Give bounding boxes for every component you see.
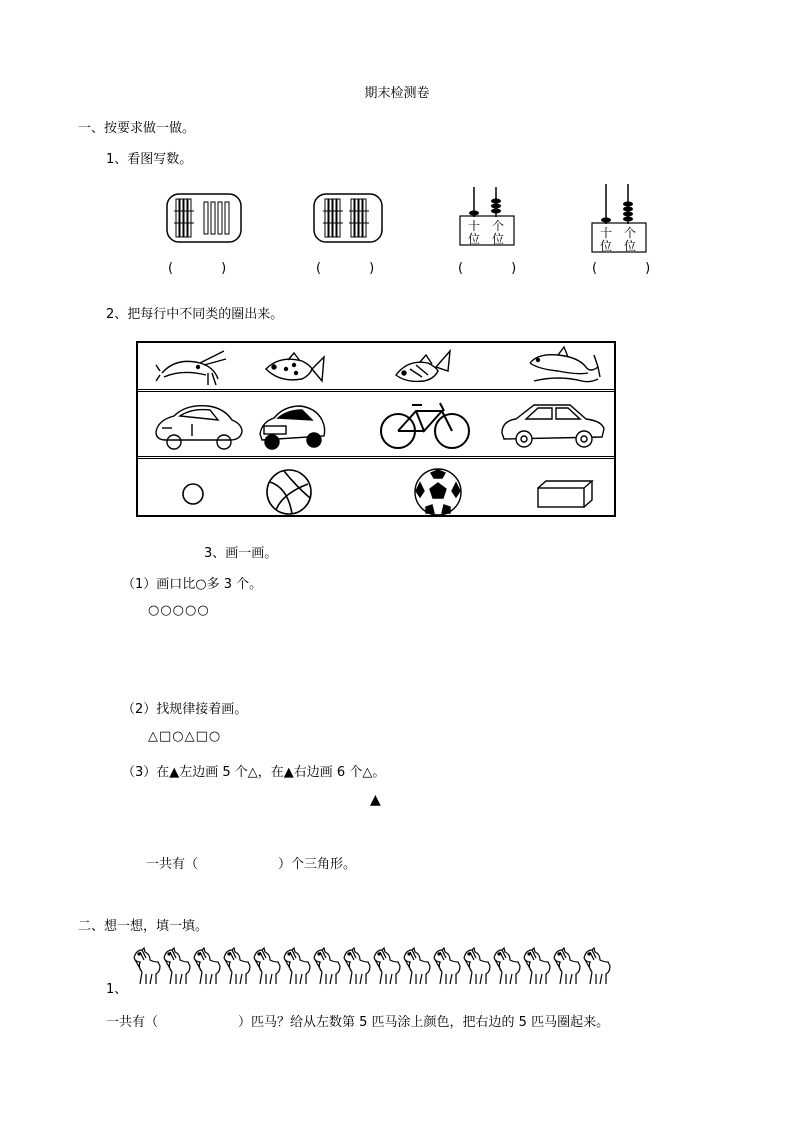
horse-icon[interactable]: [284, 948, 310, 984]
horse-icon[interactable]: [194, 948, 220, 984]
circle-row: ○○○○○: [148, 603, 210, 618]
horse-icon[interactable]: [584, 948, 610, 984]
cuboid-icon[interactable]: [536, 479, 594, 509]
horse-icon[interactable]: [434, 948, 460, 984]
horse-icon[interactable]: [404, 948, 430, 984]
horse-icon[interactable]: [524, 948, 550, 984]
horse-icon[interactable]: [134, 948, 160, 984]
tens-label-bottom: 位: [600, 239, 613, 253]
abacus-2: [590, 182, 650, 254]
dolphin-icon[interactable]: [528, 347, 600, 385]
horse-row: [130, 946, 614, 988]
ones-label-bottom: 位: [492, 232, 505, 246]
circle-icon[interactable]: [180, 481, 206, 507]
shrimp-icon[interactable]: [156, 349, 228, 387]
horse-count-blank[interactable]: 一共有（ ）匹马？给从左数第 5 匹马涂上颜色，把右边的 5 匹马圈起来。: [106, 1015, 610, 1030]
horse-icon[interactable]: [314, 948, 340, 984]
classification-grid: [136, 341, 616, 517]
total-triangles-blank[interactable]: 一共有（ ）个三角形。: [146, 857, 357, 872]
question-1-label: 1、看图写数。: [106, 152, 193, 167]
horse-icon[interactable]: [224, 948, 250, 984]
horse-icon[interactable]: [164, 948, 190, 984]
horse-icon[interactable]: [554, 948, 580, 984]
ones-label-bottom: 位: [624, 239, 637, 253]
pattern-row: △□○△□○: [148, 729, 222, 744]
answer-blank-4[interactable]: ( ): [592, 261, 651, 276]
car-icon[interactable]: [498, 399, 608, 451]
stick-bundles-icon: [313, 193, 383, 243]
horse-icon[interactable]: [374, 948, 400, 984]
bicycle-icon[interactable]: [378, 399, 472, 451]
horse-icon[interactable]: [344, 948, 370, 984]
question-3-label: 3、画一画。: [204, 546, 278, 561]
ones-label-top: 个: [624, 226, 637, 240]
fish-icon[interactable]: [262, 351, 326, 385]
volleyball-icon[interactable]: [264, 468, 314, 516]
section-1-heading: 一、按要求做一做。: [78, 121, 196, 136]
fish-icon[interactable]: [392, 349, 454, 387]
horse-icon[interactable]: [494, 948, 520, 984]
horse-icon[interactable]: [254, 948, 280, 984]
stick-bundle-icon: [166, 193, 242, 243]
answer-blank-3[interactable]: ( ): [458, 261, 517, 276]
tens-label-top: 十: [468, 219, 481, 233]
filled-triangle-icon: ▲: [370, 792, 381, 808]
section-2-question-1-label: 1、: [106, 982, 128, 997]
question-2-label: 2、把每行中不同类的圈出来。: [106, 307, 284, 322]
page-title: 期末检测卷: [364, 86, 430, 101]
part-1-label: （1）画口比○多 3 个。: [122, 577, 263, 592]
answer-blank-2[interactable]: ( ): [316, 261, 375, 276]
car-icon[interactable]: [152, 398, 244, 452]
abacus-1: [458, 185, 518, 247]
part-2-label: （2）找规律接着画。: [122, 702, 248, 717]
car-icon[interactable]: [256, 398, 328, 452]
horse-icon[interactable]: [464, 948, 490, 984]
ones-label-top: 个: [492, 219, 505, 233]
part-3-label: （3）在▲左边画 5 个△，在▲右边画 6 个△。: [122, 765, 386, 780]
section-2-heading: 二、想一想，填一填。: [78, 919, 209, 934]
tens-label-bottom: 位: [468, 232, 481, 246]
answer-blank-1[interactable]: ( ): [168, 261, 227, 276]
soccer-ball-icon[interactable]: [412, 467, 464, 517]
tens-label-top: 十: [600, 226, 613, 240]
